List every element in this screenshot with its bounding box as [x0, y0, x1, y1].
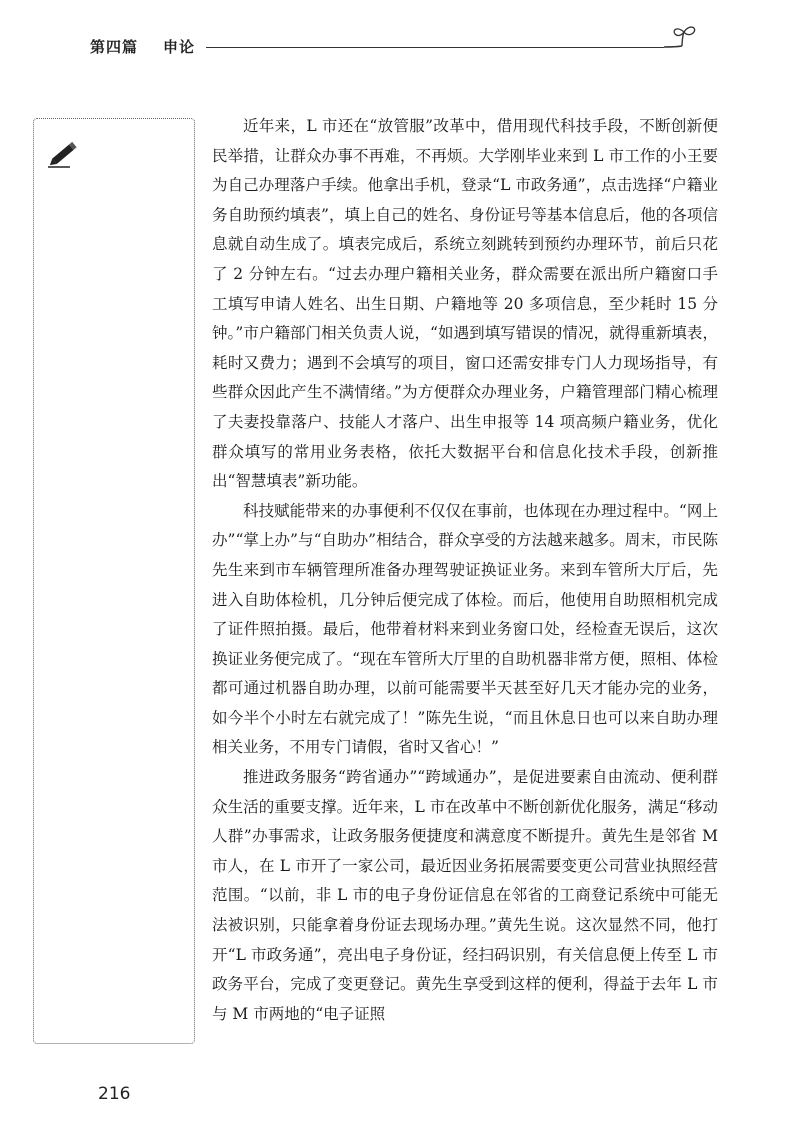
- sprout-icon: [662, 24, 702, 54]
- margin-note-box: [33, 118, 195, 1044]
- header-rule: [206, 47, 664, 48]
- paragraph: 科技赋能带来的办事便利不仅仅在事前，也体现在办理过程中。“网上办”“掌上办”与“自助办”相结合，群众享受的方法越来越多。周末，市民陈先生来到市车辆管理所准备办理驾驶证换证业务。来到车管所大厅后，先进入自助体检机，几分钟后便完成了体检。而后，他使用自助照相机完成了证件照拍摄。最后，他带着材料来到业务窗口处，经检查无误后，这次换证业务便完成了。“现在车管所大厅里的自助机器非常方便，照相、体检都可通过机器自助办理，以前可能需要半天甚至好几天才能办完的业务，如今半个小时左右就完成了！”陈先生说，“而且休息日也可以来自助办理相关业务，不用专门请假，省时又省心！”: [212, 501, 718, 757]
- paragraph: 推进政务服务“跨省通办”“跨域通办”，是促进要素自由流动、便利群众生活的重要支撑。近年来，L 市在改革中不断创新优化服务，满足“移动人群”办事需求，让政务服务便捷度和满意度不断提升。黄先生是邻省 M 市人，在 L 市开了一家公司，最近因业务拓展需要变更公司营业执照经营范围。“以前，非 L 市的电子身份证信息在邻省的工商登记系统中可能无法被识别，只能拿着身份证去现场办理。”黄先生说。这次显然不同，他打开“L 市政务通”，亮出电子身份证，经扫码识别，有关信息便上传至 L 市政务平台，完成了变更登记。黄先生享受到这样的便利，得益于去年 L 市与 M 市两地的“电子证照: [212, 768, 718, 1023]
- pencil-icon: [46, 136, 82, 172]
- page-number: 216: [98, 1084, 131, 1104]
- paragraph: 近年来，L 市还在“放管服”改革中，借用现代科技手段，不断创新便民举措，让群众办事不再难，不再烦。大学刚毕业来到 L 市工作的小王要为自己办理落户手续。他拿出手机，登录“L 市政务通”，点击选择“户籍业务自助预约填表”，填上自己的姓名、身份证号等基本信息后，他的各项信息就自动生成了。填表完成后，系统立刻跳转到预约办理环节，前后只花了 2 分钟左右。“过去办理户籍相关业务，群众需要在派出所户籍窗口手工填写申请人姓名、出生日期、户籍地等 20 多项信息，至少耗时 15 分钟。”市户籍部门相关负责人说，“如遇到填写错误的情况，就得重新填表，耗时又费力；遇到不会填写的项目，窗口还需安排专门人力现场指导，有些群众因此产生不满情绪。”为方便群众办理业务，户籍管理部门精心梳理了夫妻投靠落户、技能人才落户、出生申报等 14 项高频户籍业务，优化群众填写的常用业务表格，依托大数据平台和信息化技术手段，创新推出“智慧填表”新功能。: [212, 117, 718, 491]
- article-body: [212, 112, 718, 1029]
- subject-title: 申论: [163, 38, 196, 56]
- part-title: 第四篇: [90, 38, 139, 56]
